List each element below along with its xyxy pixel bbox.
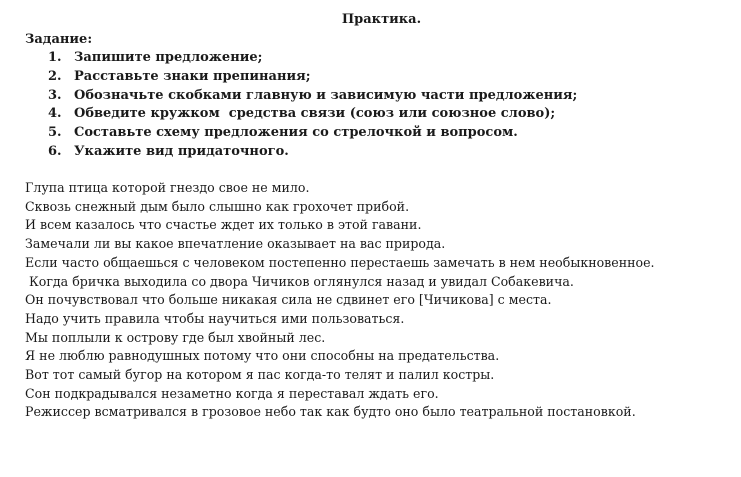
sentence-line: Замечали ли вы какое впечатление оказывает на вас природа. (25, 236, 446, 252)
task-item (48, 105, 577, 124)
task-item (48, 87, 577, 106)
sentence-list (25, 179, 655, 422)
sentence-line: И всем казалось что счастье ждет их только в этой гавани. (25, 217, 422, 233)
task-text: Укажите вид придаточного. (74, 143, 289, 159)
page-title: Практика. (341, 12, 422, 27)
task-number: 5. (48, 125, 62, 141)
sentence-line: Мы поплыли к острову где был хвойный лес. (25, 329, 326, 345)
sentence-line: Если часто общаешься с человеком постепенно перестаешь замечать в нем необыкновенное. (25, 254, 655, 270)
task-item (48, 143, 577, 162)
task-text: Расставьте знаки препинания; (74, 68, 311, 84)
task-list (48, 49, 577, 162)
sentence-line: Вот тот самый бугор на котором я пас когда-то телят и палил костры. (25, 367, 495, 383)
sentence-line: Надо учить правила чтобы научиться ими пользоваться. (25, 310, 405, 326)
task-text: Составьте схему предложения со стрелочкой и вопросом. (74, 125, 518, 141)
task-number: 6. (48, 143, 62, 159)
sentence-line: Я не люблю равнодушных потому что они способны на предательства. (25, 348, 500, 364)
task-text: Обведите кружком средства связи (союз или союзное слово); (74, 106, 556, 122)
task-label: Задание: (25, 32, 93, 47)
task-item (48, 124, 577, 143)
task-number: 3. (48, 87, 62, 103)
sentence-line: Глупа птица которой гнездо свое не мило. (25, 180, 310, 195)
task-item (48, 68, 577, 87)
task-number: 4. (48, 106, 62, 122)
sentence-line: Он почувствовал что больше никакая сила не сдвинет его [Чичикова] с места. (25, 292, 552, 308)
sentence-line: Когда бричка выходила со двора Чичиков оглянулся назад и увидал Собакевича. (25, 273, 574, 289)
sentence-line: Режиссер всматривался в грозовое небо так как будто оно было театральной постановкой. (25, 404, 636, 420)
task-text: Обозначьте скобками главную и зависимую части предложения; (74, 87, 578, 103)
task-number: 1. (48, 50, 62, 65)
task-text: Запишите предложение; (74, 50, 263, 65)
task-number: 2. (48, 68, 62, 84)
sentence-line: Сон подкрадывался незаметно когда я переставал ждать его. (25, 385, 439, 401)
sentence-line: Сквозь снежный дым было слышно как грохочет прибой. (25, 198, 410, 214)
task-item (48, 49, 577, 68)
